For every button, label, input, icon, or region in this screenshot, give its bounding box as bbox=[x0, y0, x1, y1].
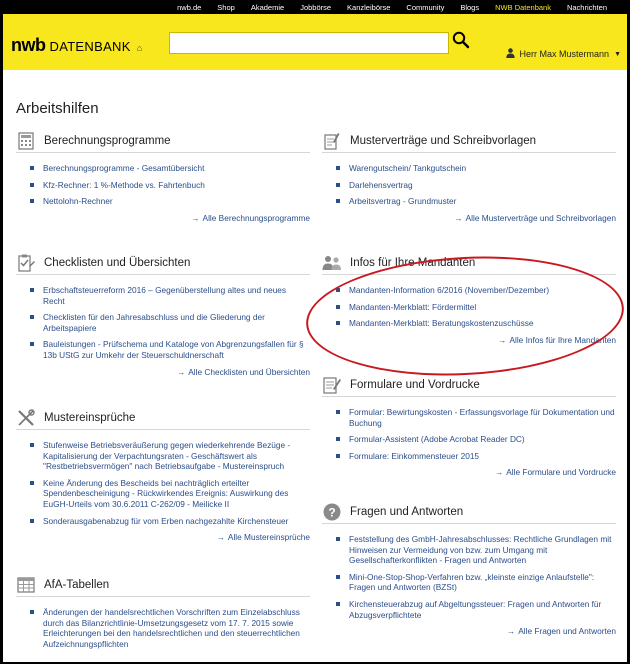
arrow-right-icon: → bbox=[454, 212, 463, 223]
section-afa-tabellen bbox=[16, 577, 310, 655]
top-navigation bbox=[3, 0, 627, 14]
all-mustervertraege-link[interactable]: → Alle Musterverträge und Schreibvorlagen bbox=[454, 212, 616, 223]
header-bar bbox=[3, 14, 627, 70]
topnav-jobboerse[interactable]: Jobbörse bbox=[300, 2, 332, 12]
section-header bbox=[322, 255, 616, 275]
table-icon bbox=[16, 575, 36, 595]
checklist-icon bbox=[16, 253, 36, 273]
topnav-nwb-de[interactable]: nwb.de bbox=[177, 2, 202, 12]
tools-icon bbox=[16, 408, 36, 428]
topnav-nachrichten[interactable]: Nachrichten bbox=[566, 2, 607, 12]
section-title: Formulare und Vordrucke bbox=[350, 378, 480, 391]
list-item[interactable]: Warengutschein/ Tankgutschein bbox=[322, 163, 616, 174]
section-mandanten-infos bbox=[322, 255, 616, 345]
list-item[interactable]: Formular-Assistent (Adobe Acrobat Reader DC) bbox=[322, 434, 616, 445]
section-header bbox=[16, 410, 310, 430]
topnav-akademie[interactable]: Akademie bbox=[250, 2, 285, 12]
list-item[interactable]: Feststellung des GmbH-Jahresabschlusses: Rechtliche Grundlagen mit Hinweisen zur Vermeidung von bzw. zum Umgang mit Gesellschafterkonflikten - Fragen und Antworten bbox=[322, 534, 616, 566]
section-formulare bbox=[322, 377, 616, 477]
user-name: Herr Max Mustermann bbox=[519, 49, 610, 59]
all-formulare-link[interactable]: → Alle Formulare und Vordrucke bbox=[494, 467, 616, 478]
search-box bbox=[169, 32, 449, 54]
list-item[interactable]: Stufenweise Betriebsveräußerung gegen wiederkehrende Bezüge - Kapitalisierung der Verpachtungsraten - Geschäftswert als "Restbetriebsvermögen" nach Betriebsaufgabe - Mustereinspruch bbox=[16, 440, 310, 472]
all-mustereinsprueche-link[interactable]: → Alle Mustereinsprüche bbox=[216, 532, 310, 543]
all-berechnungsprogramme-link[interactable]: → Alle Berechnungsprogramme bbox=[191, 212, 310, 223]
search-input[interactable] bbox=[170, 33, 448, 53]
svg-text:?: ? bbox=[328, 505, 336, 519]
topnav-nwb-datenbank[interactable]: NWB Datenbank bbox=[495, 2, 551, 12]
arrow-right-icon: → bbox=[506, 626, 516, 637]
section-title: Musterverträge und Schreibvorlagen bbox=[350, 134, 537, 147]
list-item[interactable]: Sonderausgabenabzug für vom Erben nachgezahlte Kirchensteuer bbox=[16, 516, 310, 527]
arrow-right-icon: → bbox=[498, 334, 507, 345]
home-icon[interactable]: ⌂ bbox=[136, 43, 143, 53]
list-item[interactable]: Formulare: Einkommensteuer 2015 bbox=[322, 451, 616, 462]
section-title: Infos für Ihre Mandanten bbox=[350, 256, 476, 269]
arrow-right-icon: → bbox=[191, 212, 200, 223]
arrow-right-icon: → bbox=[216, 532, 225, 543]
list-item[interactable]: Mini-One-Stop-Shop-Verfahren bzw. „kleinste einzige Anlaufstelle": Fragen und Antworten (BZSt) bbox=[322, 572, 616, 593]
all-mandanten-infos-link[interactable]: → Alle Infos für Ihre Mandanten bbox=[498, 334, 616, 345]
logo-nwb: nwb bbox=[11, 35, 46, 55]
section-mustereinsprueche bbox=[16, 410, 310, 542]
section-title: Fragen und Antworten bbox=[350, 505, 464, 518]
section-header bbox=[16, 255, 310, 275]
page-title: Arbeitshilfen bbox=[16, 100, 99, 117]
list-item[interactable]: Nettolohn-Rechner bbox=[16, 196, 310, 207]
section-title: Mustereinsprüche bbox=[44, 411, 136, 424]
list-item[interactable]: Kfz-Rechner: 1 %-Methode vs. Fahrtenbuch bbox=[16, 180, 310, 191]
arrow-right-icon: → bbox=[494, 467, 504, 478]
topnav-community[interactable]: Community bbox=[406, 2, 445, 12]
list-item[interactable]: Darlehensvertrag bbox=[322, 180, 616, 191]
section-fragen-antworten bbox=[322, 504, 616, 636]
user-icon bbox=[506, 48, 515, 60]
question-icon bbox=[322, 502, 342, 522]
topnav-shop[interactable]: Shop bbox=[217, 2, 235, 12]
list-item[interactable]: Checklisten für den Jahresabschluss und die Gliederung der Arbeitspapiere bbox=[16, 312, 310, 333]
list-item[interactable]: Mandanten-Merkblatt: Beratungskostenzuschüsse bbox=[322, 318, 616, 329]
section-checklisten bbox=[16, 255, 310, 377]
section-title: Berechnungsprogramme bbox=[44, 134, 171, 147]
users-icon bbox=[322, 253, 342, 273]
form-icon bbox=[322, 375, 342, 395]
document-pen-icon bbox=[322, 131, 342, 151]
arrow-right-icon: → bbox=[176, 366, 186, 377]
list-item[interactable]: Erbschaftsteuerreform 2016 – Gegenüberstellung altes und neues Recht bbox=[16, 285, 310, 306]
section-header bbox=[322, 504, 616, 524]
section-title: AfA-Tabellen bbox=[44, 578, 110, 591]
chevron-down-icon: ▼ bbox=[614, 50, 621, 58]
list-item[interactable]: Arbeitsvertrag - Grundmuster bbox=[322, 196, 616, 207]
section-header bbox=[16, 133, 310, 153]
section-title: Checklisten und Übersichten bbox=[44, 256, 191, 269]
list-item[interactable]: Änderungen der handelsrechtlichen Vorschriften zum Einzelabschluss durch das Bilanzrichtlinie-Umsetzungsgesetz vom 17. 7. 2015 sowie Erleichterungen bei den handelsrechtlichen und den steuerrechtlichen Aufzeichnungspflichten bbox=[16, 607, 310, 649]
calculator-icon bbox=[16, 131, 36, 151]
all-fragen-antworten-link[interactable]: → Alle Fragen und Antworten bbox=[506, 626, 616, 637]
section-header bbox=[322, 377, 616, 397]
list-item[interactable]: Mandanten-Information 6/2016 (November/Dezember) bbox=[322, 285, 616, 296]
list-item[interactable]: Kirchensteuerabzug auf Abgeltungssteuer: Fragen und Antworten für Abzugsverpflichtete bbox=[322, 599, 616, 620]
topnav-blogs[interactable]: Blogs bbox=[460, 2, 480, 12]
list-item[interactable]: Keine Änderung des Bescheids bei nachträglich erteilter Spendenbescheinigung - Rückwirkendes Ereignis: Auswirkung des EuGH-Urteils vom 30.6.2011 C-262/09 - Meilicke II bbox=[16, 478, 310, 510]
section-mustervertraege bbox=[322, 133, 616, 223]
search-icon[interactable] bbox=[452, 31, 474, 53]
nwb-logo[interactable] bbox=[11, 35, 142, 56]
user-menu[interactable] bbox=[506, 48, 621, 60]
section-header bbox=[322, 133, 616, 153]
section-berechnungsprogramme bbox=[16, 133, 310, 223]
list-item[interactable]: Formular: Bewirtungskosten - Erfassungsvorlage für Dokumentation und Buchung bbox=[322, 407, 616, 428]
page-frame bbox=[3, 0, 627, 662]
tools-grid bbox=[16, 133, 614, 662]
all-checklisten-link[interactable]: → Alle Checklisten und Übersichten bbox=[176, 366, 310, 377]
list-item[interactable]: Bauleistungen - Prüfschema und Kataloge von Abgrenzungsfallen für § 13b UStG zur Umkehr der Steuerschuldnerschaft bbox=[16, 339, 310, 360]
section-header bbox=[16, 577, 310, 597]
topnav-kanzleiboerse[interactable]: Kanzleibörse bbox=[347, 2, 391, 12]
list-item[interactable]: Berechnungsprogramme - Gesamtübersicht bbox=[16, 163, 310, 174]
list-item[interactable]: Mandanten-Merkblatt: Fördermittel bbox=[322, 302, 616, 313]
logo-datenbank: DATENBANK bbox=[49, 39, 131, 54]
